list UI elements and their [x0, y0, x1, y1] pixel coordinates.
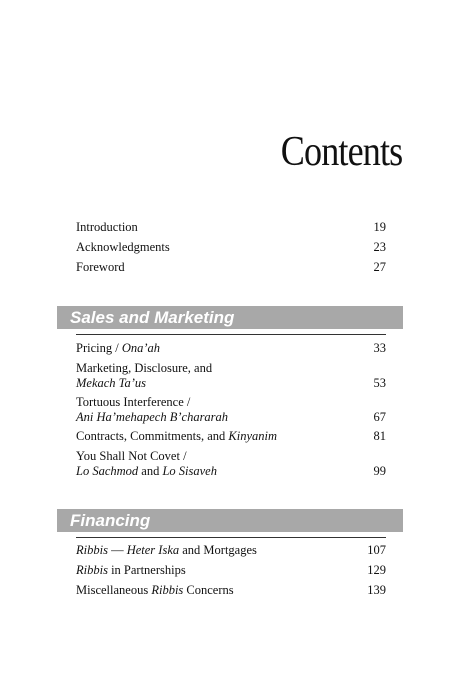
toc-entry-title-part: and Mortgages	[179, 543, 257, 557]
toc-entry-page: 67	[373, 410, 386, 424]
toc-entry-title-italic: Heter Iska	[126, 543, 180, 557]
toc-entry-page: 99	[373, 464, 386, 478]
toc-entry[interactable]	[76, 361, 386, 391]
toc-entry-title: Acknowledgments	[76, 240, 170, 254]
toc-entry-title-part: Marketing, Disclosure, and	[76, 361, 213, 375]
toc-entry-title-italic: Ribbis	[76, 563, 108, 577]
toc-entry-title-italic: Kinyanim	[228, 429, 278, 443]
toc-entry-title-part: and	[138, 464, 163, 478]
toc-entry-page: 19	[373, 220, 386, 234]
toc-entry-page: 139	[367, 583, 386, 597]
toc-entry-page: 129	[367, 563, 386, 577]
intro-entries	[76, 220, 386, 275]
toc-entry-title-italic: Lo Sachmod	[76, 464, 139, 478]
toc-entry[interactable]	[76, 543, 386, 558]
section-divider	[76, 537, 386, 538]
toc-entry-title-italic: Mekach Ta’us	[76, 376, 147, 390]
toc-entry[interactable]	[76, 429, 386, 444]
toc-entry-title-part: Concerns	[183, 583, 234, 597]
toc-entry-title	[76, 543, 386, 558]
toc-entry-title	[76, 395, 386, 425]
toc-entry[interactable]	[76, 260, 386, 275]
toc-entry-page: 107	[367, 543, 386, 557]
toc-entry-title-italic: Ribbis	[76, 543, 108, 557]
toc-entry[interactable]	[76, 220, 386, 235]
toc-entry-title	[76, 429, 386, 444]
toc-entry-title-italic: Lo Sisaveh	[162, 464, 217, 478]
toc-entry-title-part: —	[107, 543, 127, 557]
toc-entry-title-part: Tortuous Interference /	[76, 395, 191, 409]
section-heading-financing: Financing	[57, 509, 403, 532]
toc-entry-title	[76, 449, 386, 479]
toc-entry-title-part: Miscellaneous	[76, 583, 152, 597]
toc-entry-page: 81	[373, 429, 386, 443]
sales-and-marketing-entries	[76, 341, 386, 479]
toc-entry-page: 53	[373, 376, 386, 390]
toc-entry-title: Introduction	[76, 220, 138, 234]
toc-entry-title	[76, 583, 386, 598]
toc-entry-title-part: Contracts, Commitments, and	[76, 429, 229, 443]
toc-entry[interactable]	[76, 583, 386, 598]
toc-entry-title	[76, 361, 386, 391]
toc-entry[interactable]	[76, 341, 386, 356]
toc-entry-title-italic: Ona’ah	[121, 341, 161, 355]
toc-entry-title	[76, 563, 386, 578]
toc-entry[interactable]	[76, 395, 386, 425]
toc-entry-title-part: Pricing /	[76, 341, 122, 355]
toc-entry-title-italic: Ani Ha’mehapech B’chararah	[76, 410, 229, 424]
section-divider	[76, 334, 386, 335]
toc-entry-title: Foreword	[76, 260, 125, 274]
toc-entry[interactable]	[76, 240, 386, 255]
toc-entry-title-part: in Partnerships	[107, 563, 186, 577]
toc-entry-page: 27	[373, 260, 386, 274]
toc-entry[interactable]	[76, 563, 386, 578]
toc-entry-page: 33	[373, 341, 386, 355]
toc-entry-title-part: You Shall Not Covet /	[76, 449, 187, 463]
financing-entries	[76, 543, 386, 598]
toc-entry-page: 23	[373, 240, 386, 254]
toc-entry[interactable]	[76, 449, 386, 479]
section-heading-sales-and-marketing: Sales and Marketing	[57, 306, 403, 329]
toc-entry-title	[76, 341, 386, 356]
toc-entry-title-italic: Ribbis	[151, 583, 184, 597]
page-title: Contents	[280, 129, 402, 175]
